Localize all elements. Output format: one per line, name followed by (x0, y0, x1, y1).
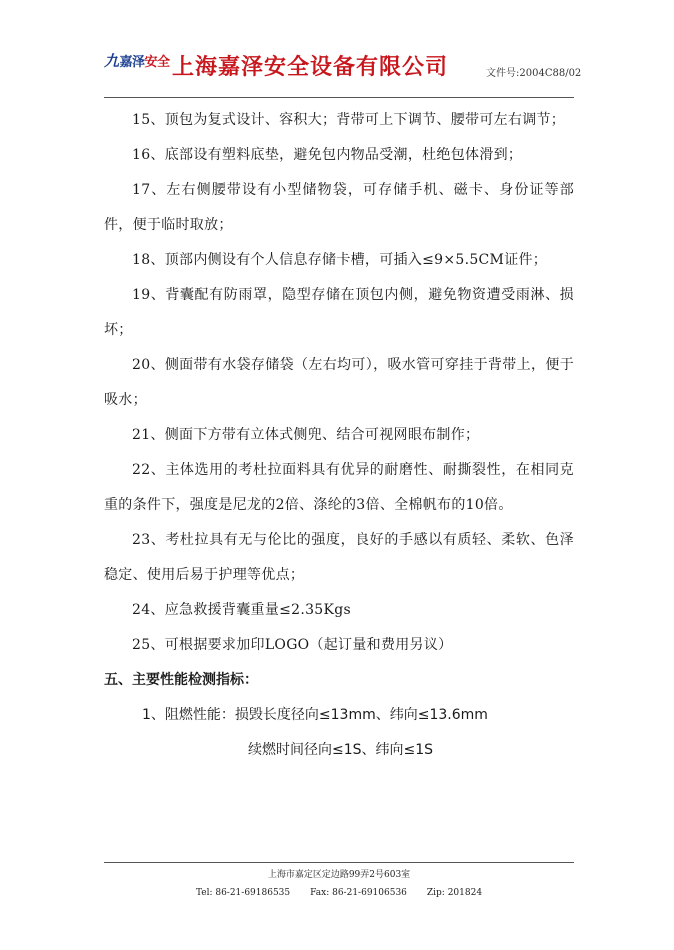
footer-address: 上海市嘉定区定边路99弄2号603室 (267, 870, 411, 880)
list-item: 21、侧面下方带有立体式侧兜、结合可视网眼布制作； (132, 427, 480, 443)
company-logo: 九嘉泽安全 (104, 52, 170, 70)
footer (104, 866, 574, 902)
list-item: 17、左右侧腰带设有小型储物袋，可存储手机、磁卡、身份证等部件，便于临时取放； (104, 182, 574, 233)
list-item: 20、侧面带有水袋存储袋（左右均可），吸水管可穿挂于背带上，便于吸水； (104, 357, 574, 408)
list-item: 18、顶部内侧设有个人信息存储卡槽，可插入≤9×5.5CM证件； (132, 252, 548, 268)
footer-fax: Fax: 86-21-69106536 (310, 888, 407, 898)
company-name: 上海嘉泽安全设备有限公司 (172, 55, 449, 80)
footer-divider (104, 862, 574, 863)
section-title: 五、主要性能检测指标： (104, 672, 258, 688)
list-item: 16、底部设有塑料底垫，避免包内物品受潮，杜绝包体滑到； (132, 147, 523, 163)
document-number: 文件号:2004C88/02 (486, 68, 582, 79)
list-item: 19、背囊配有防雨罩，隐型存储在顶包内侧，避免物资遭受雨淋、损坏； (104, 287, 574, 338)
document-body (104, 103, 574, 768)
footer-contact (104, 884, 574, 902)
list-item: 23、考杜拉具有无与伦比的强度，良好的手感以有质轻、柔软、色泽稳定、使用后易于护理等优点； (104, 532, 574, 583)
list-item: 22、主体选用的考杜拉面料具有优异的耐磨性、耐撕裂性，在相同克重的条件下，强度是尼龙的2倍、涤纶的3倍、全棉帆布的10倍。 (104, 462, 574, 513)
header-divider (104, 97, 574, 98)
list-item: 25、可根据要求加印LOGO（起订量和费用另议） (132, 637, 453, 653)
performance-line-2: 续燃时间径向≤1S、纬向≤1S (248, 742, 434, 758)
list-item: 24、应急救援背囊重量≤2.35Kgs (132, 602, 352, 618)
list-item: 15、顶包为复式设计、容积大；背带可上下调节、腰带可左右调节； (132, 112, 566, 128)
footer-tel: Tel: 86-21-69186535 (195, 888, 291, 898)
footer-zip: Zip: 201824 (426, 888, 483, 898)
letterhead (104, 44, 582, 84)
performance-line-1: 1、阻燃性能：损毁长度径向≤13mm、纬向≤13.6mm (142, 707, 488, 723)
